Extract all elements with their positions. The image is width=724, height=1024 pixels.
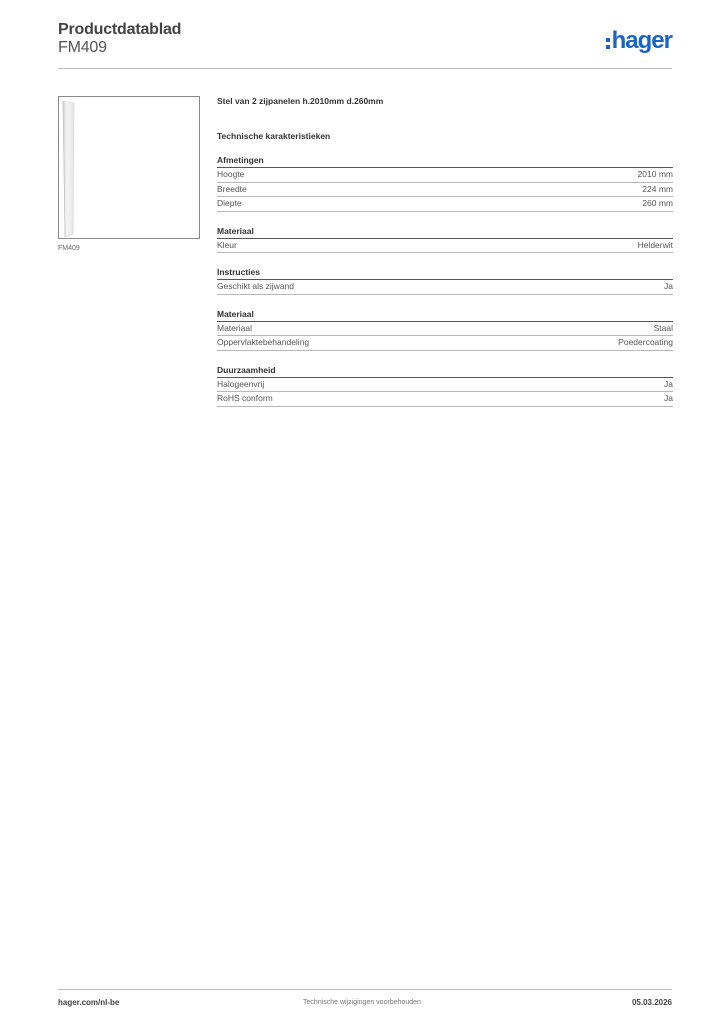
spec-value: Ja bbox=[664, 393, 673, 403]
spec-value: Helderwit bbox=[637, 239, 673, 250]
section-title: Materiaal bbox=[217, 309, 673, 322]
spec-label: Oppervlaktebehandeling bbox=[217, 337, 310, 347]
footer-date: 05.03.2026 bbox=[631, 998, 672, 1007]
spec-row bbox=[217, 183, 673, 198]
footer-website-link[interactable]: hager.com/nl-be bbox=[58, 998, 120, 1007]
spec-value: 2010 mm bbox=[637, 169, 673, 179]
spec-label: Diepte bbox=[217, 198, 242, 208]
spec-section-duurzaamheid bbox=[217, 365, 673, 407]
spec-section-afmetingen bbox=[217, 155, 673, 212]
spec-value: Ja bbox=[664, 378, 673, 389]
image-caption: FM409 bbox=[58, 245, 80, 252]
spec-row bbox=[217, 168, 673, 183]
spec-row bbox=[217, 322, 673, 337]
product-code: FM409 bbox=[58, 39, 107, 56]
section-title: Materiaal bbox=[217, 226, 673, 239]
section-title: Instructies bbox=[217, 267, 673, 280]
spec-value: Ja bbox=[664, 281, 673, 291]
spec-label: RoHS conform bbox=[217, 393, 273, 403]
section-title: Duurzaamheid bbox=[217, 365, 673, 378]
spec-value: Poedercoating bbox=[618, 337, 673, 347]
spec-label: Materiaal bbox=[217, 322, 252, 333]
logo-text: hager bbox=[611, 27, 672, 54]
spec-row bbox=[217, 239, 673, 254]
footer-divider bbox=[58, 989, 672, 990]
spec-label: Kleur bbox=[217, 239, 237, 250]
spec-section-materiaal bbox=[217, 309, 673, 351]
section-title: Afmetingen bbox=[217, 155, 673, 168]
spec-section-materiaal-kleur bbox=[217, 226, 673, 254]
header-divider bbox=[58, 68, 672, 69]
spec-label: Geschikt als zijwand bbox=[217, 281, 295, 291]
spec-content bbox=[217, 96, 673, 407]
spec-row bbox=[217, 378, 673, 393]
technical-characteristics-heading: Technische karakteristieken bbox=[217, 131, 331, 141]
spec-row bbox=[217, 280, 673, 295]
side-panel-illustration bbox=[59, 97, 201, 240]
page-title: Productdatablad bbox=[58, 21, 182, 38]
spec-row bbox=[217, 392, 673, 407]
spec-label: Hoogte bbox=[217, 169, 245, 179]
spec-value: 224 mm bbox=[642, 183, 673, 194]
product-description: Stel van 2 zijpanelen h.2010mm d.260mm bbox=[217, 96, 384, 106]
spec-value: 260 mm bbox=[642, 198, 673, 208]
spec-row bbox=[217, 197, 673, 212]
spec-label: Breedte bbox=[217, 183, 247, 194]
spec-row bbox=[217, 336, 673, 351]
footer-disclaimer: Technische wijzigingen voorbehouden bbox=[303, 999, 421, 1006]
spec-value: Staal bbox=[653, 322, 673, 333]
spec-section-instructies bbox=[217, 267, 673, 295]
hager-logo bbox=[606, 26, 672, 56]
product-image bbox=[58, 96, 200, 239]
logo-colon-icon bbox=[606, 36, 610, 50]
spec-label: Halogeenvrij bbox=[217, 378, 265, 389]
